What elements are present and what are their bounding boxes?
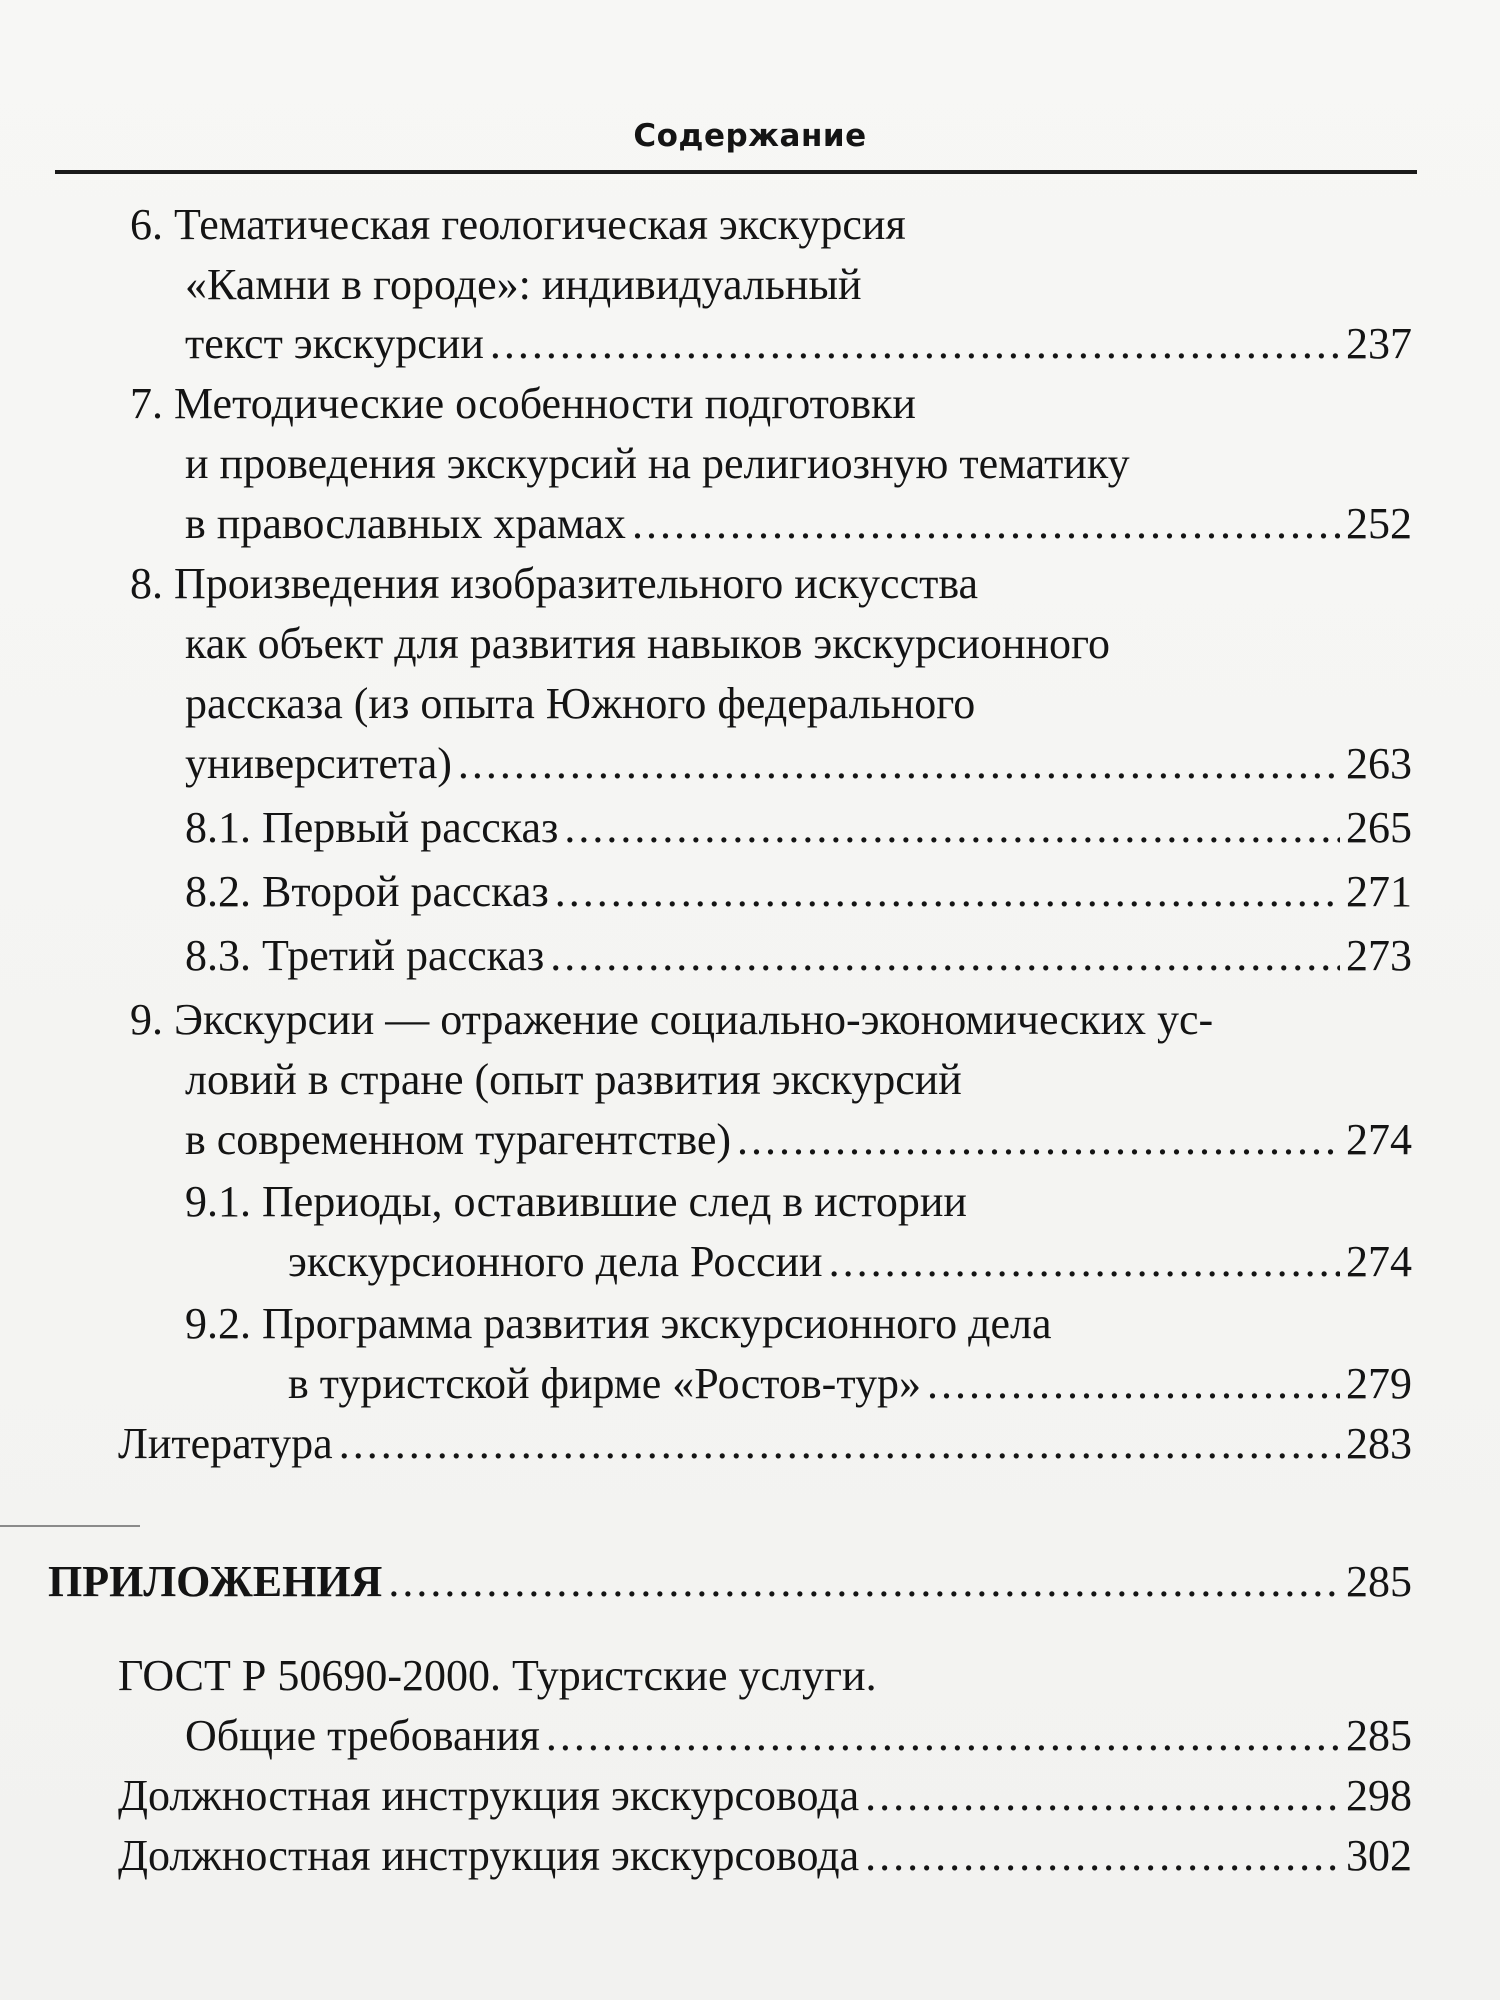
toc-7-page: 252: [1346, 499, 1412, 548]
toc-6-title-3: текст экскурсии: [185, 319, 484, 368]
toc-instruction-2-entry: [118, 1826, 1412, 1886]
toc-9-number: 9.: [130, 995, 163, 1044]
toc-8-2-number: 8.2.: [185, 867, 251, 916]
toc-9-2-page: 279: [1346, 1359, 1412, 1408]
toc-leader-dots: [490, 314, 1340, 374]
toc-9-2-entry: [288, 1354, 1412, 1414]
toc-6-line-1: [130, 195, 906, 255]
toc-9-1-page: 274: [1346, 1237, 1412, 1286]
toc-9-1-entry: [288, 1232, 1412, 1292]
toc-9-1-title-2: экскурсионного дела России: [288, 1237, 823, 1286]
toc-8-line-1: [130, 554, 978, 614]
toc-9-2-title-2: в туристской фирме «Ростов-тур»: [288, 1359, 921, 1408]
toc-8-title-4: университета): [185, 739, 452, 788]
toc-7-entry: [185, 494, 1412, 554]
toc-8-entry: [185, 734, 1412, 794]
toc-9-title-2: ловий в стране (опыт развития экскурсий: [185, 1055, 962, 1104]
toc-gost-page: 285: [1346, 1711, 1412, 1760]
toc-8-2-title: [185, 862, 549, 922]
toc-instruction-1-title: Должностная инструкция экскурсовода: [118, 1771, 860, 1820]
toc-6-number: 6.: [130, 200, 163, 249]
toc-7-title-3: в православных храмах: [185, 499, 626, 548]
toc-7-title-2: и проведения экскурсий на религиозную тематику: [185, 439, 1130, 488]
toc-literature-entry: [118, 1414, 1412, 1474]
toc-7-number: 7.: [130, 379, 163, 428]
toc-9-1-title-1: Периоды, оставившие след в истории: [262, 1177, 967, 1226]
toc-leader-dots: [865, 1766, 1340, 1826]
toc-8-page: 263: [1346, 739, 1412, 788]
toc-6-entry: [185, 314, 1412, 374]
toc-8-2-label: Второй рассказ: [262, 867, 549, 916]
toc-9-page: 274: [1346, 1115, 1412, 1164]
toc-leader-dots: [555, 862, 1340, 922]
toc-8-title-3: рассказа (из опыта Южного федерального: [185, 679, 976, 728]
toc-8-title-1: Произведения изобразительного искусства: [174, 559, 979, 608]
toc-9-line-1: [130, 990, 1213, 1050]
toc-leader-dots: [339, 1414, 1340, 1474]
toc-literature-title: Литература: [118, 1419, 333, 1468]
running-head-title: Содержание: [633, 118, 867, 154]
toc-8-1-number: 8.1.: [185, 803, 251, 852]
toc-leader-dots: [546, 1706, 1340, 1766]
toc-instruction-1-entry: [118, 1766, 1412, 1826]
toc-leader-dots: [865, 1826, 1340, 1886]
toc-8-3-label: Третий рассказ: [262, 931, 545, 980]
toc-8-2-page: 271: [1346, 867, 1412, 916]
toc-leader-dots: [388, 1552, 1340, 1612]
toc-instruction-2-page: 302: [1346, 1831, 1412, 1880]
toc-8-3-title: [185, 926, 544, 986]
toc-9-2-title-1: Программа развития экскурсионного дела: [262, 1299, 1052, 1348]
toc-9-1-number: 9.1.: [185, 1177, 251, 1226]
toc-7-line-1: [130, 374, 916, 434]
toc-leader-dots: [737, 1110, 1340, 1170]
toc-8-number: 8.: [130, 559, 163, 608]
toc-9-entry: [185, 1110, 1412, 1170]
toc-8-3-page: 273: [1346, 931, 1412, 980]
toc-gost-title-1: ГОСТ Р 50690-2000. Туристские услуги.: [118, 1651, 877, 1700]
toc-6-page: 237: [1346, 319, 1412, 368]
toc-9-1-line-1: [185, 1172, 967, 1232]
toc-7-title-1: Методические особенности подготовки: [174, 379, 916, 428]
toc-6-title-2: «Камни в городе»: индивидуальный: [185, 260, 862, 309]
toc-9-title-1: Экскурсии — отражение социально-экономических ус-: [174, 995, 1214, 1044]
toc-leader-dots: [458, 734, 1340, 794]
toc-8-3-number: 8.3.: [185, 931, 251, 980]
toc-literature-page: 283: [1346, 1419, 1412, 1468]
toc-appendices-entry: [48, 1552, 1412, 1612]
toc-8-3-entry: [185, 926, 1412, 986]
toc-8-title-2: как объект для развития навыков экскурсионного: [185, 619, 1110, 668]
toc-9-title-3: в современном турагентстве): [185, 1115, 732, 1164]
toc-gost-entry: [185, 1706, 1412, 1766]
toc-8-1-entry: [185, 798, 1412, 858]
toc-gost-title-2: Общие требования: [185, 1711, 540, 1760]
toc-8-1-title: [185, 798, 558, 858]
toc-6-title-1: Тематическая геологическая экскурсия: [174, 200, 906, 249]
toc-leader-dots: [550, 926, 1340, 986]
toc-leader-dots: [632, 494, 1340, 554]
toc-appendices-title: ПРИЛОЖЕНИЯ: [48, 1557, 383, 1606]
toc-8-1-page: 265: [1346, 803, 1412, 852]
toc-8-2-entry: [185, 862, 1412, 922]
toc-instruction-1-page: 298: [1346, 1771, 1412, 1820]
toc-instruction-2-title: Должностная инструкция экскурсовода: [118, 1831, 860, 1880]
toc-9-2-line-1: [185, 1294, 1052, 1354]
toc-9-2-number: 9.2.: [185, 1299, 251, 1348]
toc-appendices-page: 285: [1346, 1557, 1412, 1606]
toc-8-1-label: Первый рассказ: [262, 803, 559, 852]
toc-leader-dots: [829, 1232, 1340, 1292]
toc-leader-dots: [927, 1354, 1340, 1414]
toc-leader-dots: [564, 798, 1340, 858]
